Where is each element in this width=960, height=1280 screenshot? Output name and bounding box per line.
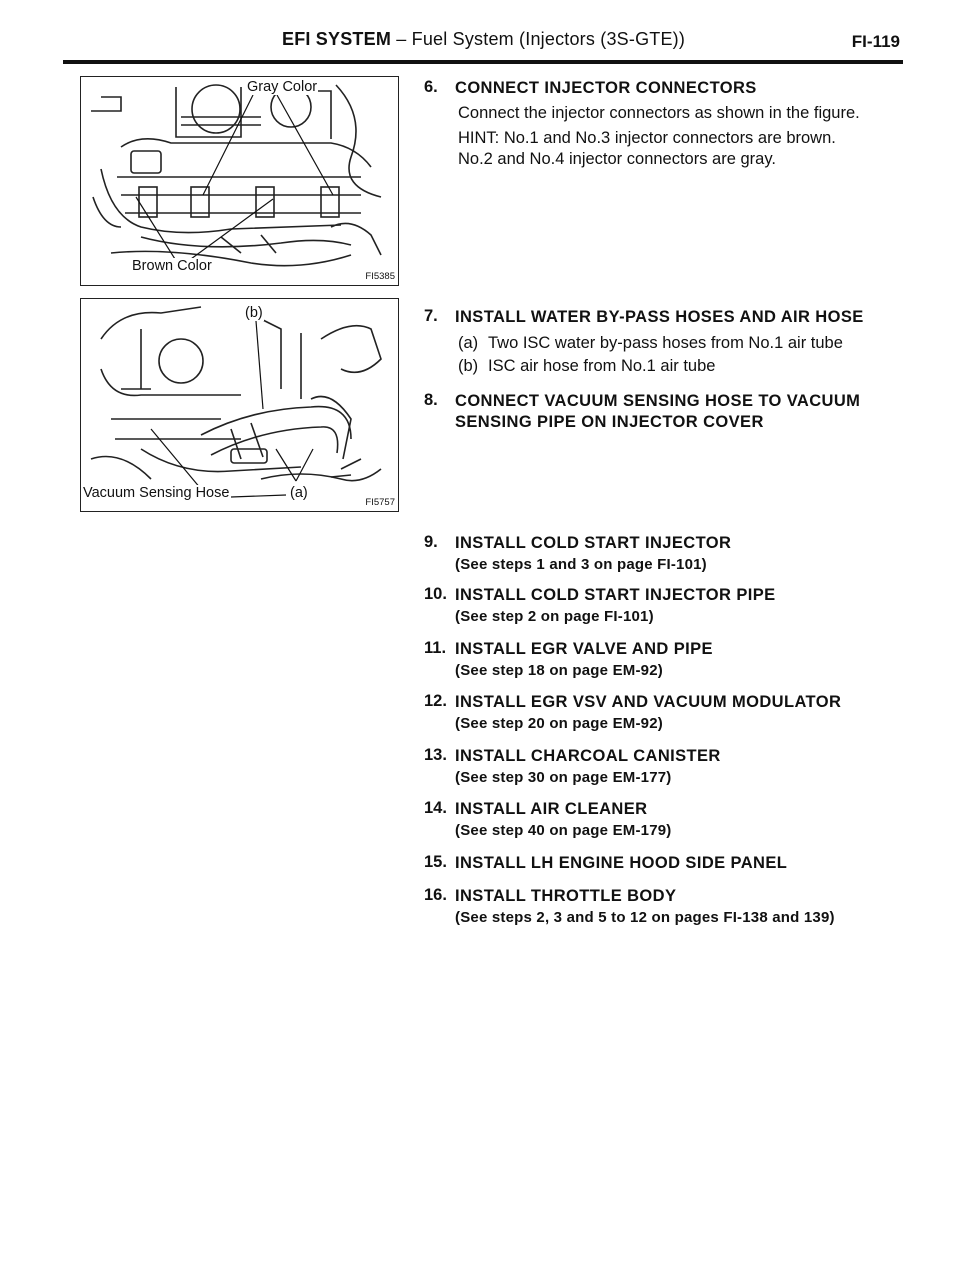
sub-item-marker: (a) <box>458 334 479 352</box>
step-reference: (See step 40 on page EM-179) <box>455 822 672 839</box>
figure-code: FI5757 <box>365 497 395 508</box>
step-title: CONNECT VACUUM SENSING HOSE TO VACUUM SENSING PIPE ON INJECTOR COVER <box>455 392 861 431</box>
step-title-block <box>455 799 905 841</box>
step-reference: (See step 20 on page EM-92) <box>455 715 663 732</box>
header-rule <box>63 60 903 64</box>
step-number: 14. <box>424 799 447 817</box>
label-a: (a) <box>290 485 308 501</box>
sub-item-b <box>458 357 715 376</box>
step-title: INSTALL CHARCOAL CANISTER <box>455 747 721 765</box>
step-title: INSTALL LH ENGINE HOOD SIDE PANEL <box>455 854 788 872</box>
step-title-block <box>455 533 905 575</box>
sub-item-text: Two ISC water by-pass hoses from No.1 air tube <box>488 334 843 352</box>
engine-illustration-connectors <box>81 77 398 285</box>
step-title-block <box>455 886 905 928</box>
step-9 <box>424 533 914 575</box>
step-10 <box>424 585 914 627</box>
step-number: 8. <box>424 391 438 409</box>
step-title: INSTALL COLD START INJECTOR <box>455 534 732 552</box>
step-number: 9. <box>424 533 438 551</box>
step-12 <box>424 692 914 734</box>
figure-injector-connectors <box>80 76 399 286</box>
step-title: INSTALL COLD START INJECTOR PIPE <box>455 586 776 604</box>
step-15 <box>424 853 914 875</box>
figure-code: FI5385 <box>365 271 395 282</box>
page-code: FI-119 <box>851 32 900 51</box>
step-16 <box>424 886 914 928</box>
step-number: 6. <box>424 78 438 96</box>
engine-illustration-hoses <box>81 299 398 511</box>
sub-item-marker: (b) <box>458 357 479 375</box>
label-b: (b) <box>245 305 263 321</box>
step-number: 15. <box>424 853 447 871</box>
step-number: 13. <box>424 746 447 764</box>
step-title-block <box>455 639 905 681</box>
step-reference: (See steps 1 and 3 on page FI-101) <box>455 556 707 573</box>
hint-line-1: HINT: No.1 and No.3 injector connectors are brown. <box>458 129 836 147</box>
brown-color-label: Brown Color <box>132 258 212 274</box>
step-number: 7. <box>424 307 438 325</box>
header-section-name: EFI SYSTEM <box>282 29 392 49</box>
vacuum-sensing-hose-label: Vacuum Sensing Hose <box>83 485 230 501</box>
step-number: 16. <box>424 886 447 904</box>
sub-item-a <box>458 334 843 353</box>
step-title: INSTALL THROTTLE BODY <box>455 887 677 905</box>
step-title: INSTALL AIR CLEANER <box>455 800 648 818</box>
step-title-block <box>455 746 905 788</box>
step-8 <box>424 391 914 435</box>
step-title: INSTALL WATER BY-PASS HOSES AND AIR HOSE <box>455 308 864 326</box>
step-6 <box>424 78 914 178</box>
step-reference: (See step 30 on page EM-177) <box>455 769 672 786</box>
step-title: INSTALL EGR VSV AND VACUUM MODULATOR <box>455 693 842 711</box>
step-title: INSTALL EGR VALVE AND PIPE <box>455 640 713 658</box>
step-title: CONNECT INJECTOR CONNECTORS <box>455 79 757 97</box>
step-reference: (See steps 2, 3 and 5 to 12 on pages FI-138 and 139) <box>455 909 835 926</box>
step-reference: (See step 2 on page FI-101) <box>455 608 654 625</box>
step-number: 11. <box>424 639 447 657</box>
step-14 <box>424 799 914 841</box>
step-reference: (See step 18 on page EM-92) <box>455 662 663 679</box>
step-number: 12. <box>424 692 447 710</box>
step-11 <box>424 639 914 681</box>
step-body-text: Connect the injector connectors as shown in the figure. <box>458 104 860 122</box>
step-number: 10. <box>424 585 447 603</box>
figure-vacuum-sensing-hose <box>80 298 399 512</box>
header-section-subtitle: – Fuel System (Injectors (3S-GTE)) <box>391 29 686 49</box>
step-7 <box>424 307 914 387</box>
step-title-block <box>455 692 905 734</box>
step-13 <box>424 746 914 788</box>
hint-line-2: No.2 and No.4 injector connectors are gray. <box>458 150 776 168</box>
gray-color-label: Gray Color <box>247 79 318 95</box>
sub-item-text: ISC air hose from No.1 air tube <box>488 357 716 375</box>
page-header-title <box>282 29 685 50</box>
step-title-block <box>455 585 905 627</box>
